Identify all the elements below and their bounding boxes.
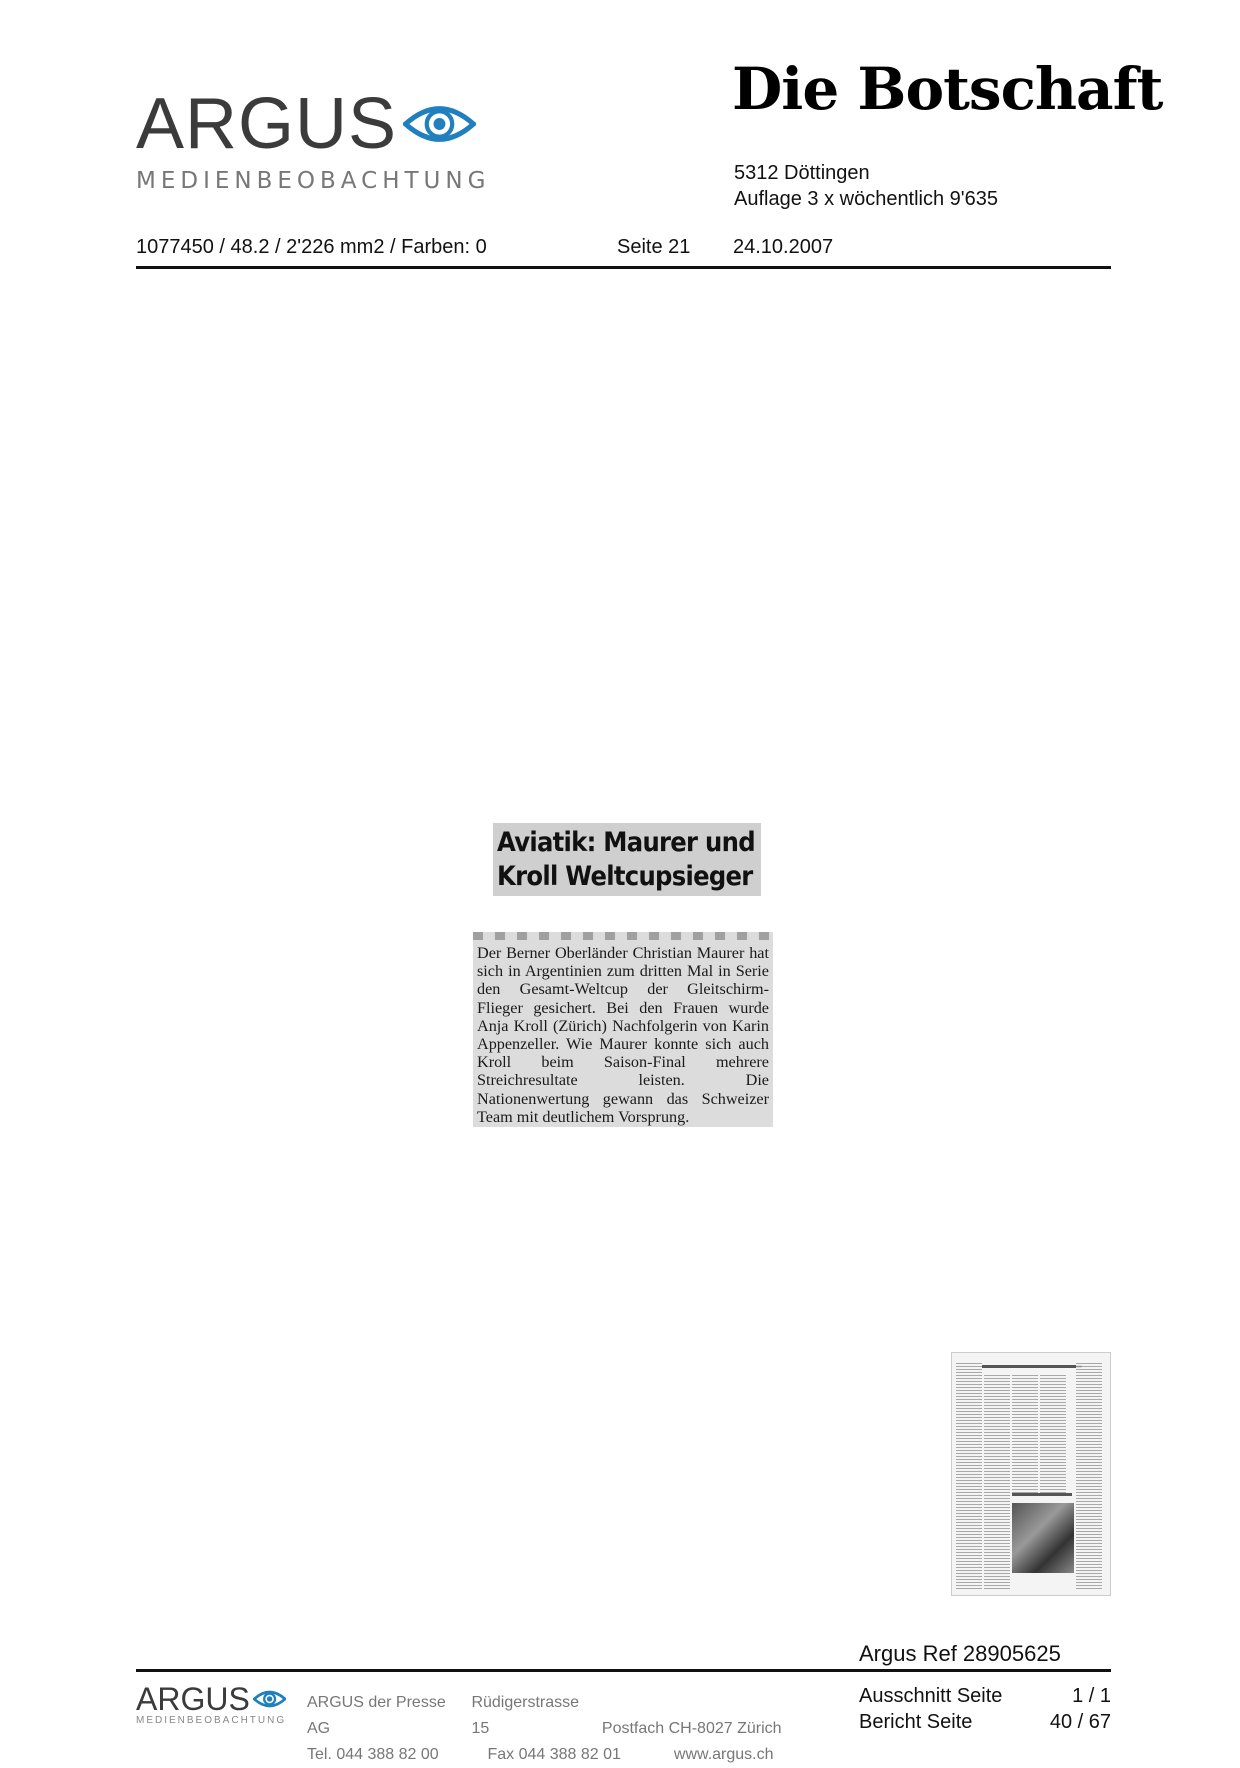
cut-edge — [473, 932, 773, 940]
newspaper-page-thumbnail — [951, 1352, 1111, 1596]
publisher-location: 5312 Döttingen — [734, 162, 870, 184]
logo-subtitle: MEDIENBEOBACHTUNG — [136, 168, 491, 194]
headline-line-2: Kroll Weltcupsieger — [497, 861, 753, 892]
thumb-column — [1012, 1375, 1038, 1495]
logo-word: ARGUS — [136, 84, 398, 164]
article-body: Der Berner Oberländer Christian Maurer hat sich in Argentinien zum dritten Mal in Serie den Gesamt-Weltcup der Gleitschirm-Flieger gesichert. Bei den Frauen wurde Anja Kroll (Zürich) Nachfolgerin von Karin Appenzeller. Wie Maurer konnte sich auch Kroll beim Saison-Final mehrere Streichresultate leisten. Die Nationenwertung gewann das Schweizer Team mit deutlichem Vorsprung. — [477, 944, 769, 1126]
headline-line-1: Aviatik: Maurer und — [497, 827, 755, 858]
thumb-column — [956, 1363, 982, 1589]
meta-reference: 1077450 / 48.2 / 2'226 mm2 / Farben: 0 — [136, 236, 487, 258]
footer-logo — [136, 1683, 286, 1733]
publisher-info — [734, 160, 998, 212]
argus-reference: Argus Ref 28905625 — [859, 1641, 1061, 1666]
meta-page: Seite 21 — [617, 236, 691, 258]
report-page-label: Bericht Seite — [859, 1711, 973, 1733]
footer-tel: Tel. 044 388 82 00 — [307, 1746, 439, 1763]
thumb-headline — [1012, 1493, 1072, 1496]
article-headline — [493, 823, 761, 896]
footer-pages — [859, 1683, 1111, 1735]
clip-page-label: Ausschnitt Seite — [859, 1685, 1003, 1707]
thumb-photo — [1012, 1503, 1074, 1573]
footer-street: Rüdigerstrasse 15 — [471, 1694, 580, 1737]
argus-logo — [136, 84, 491, 198]
thumb-column — [1076, 1363, 1102, 1589]
footer-logo-word: ARGUS — [136, 1681, 250, 1717]
eye-logo-icon — [253, 1687, 286, 1711]
clip-page-value: 1 / 1 — [1072, 1685, 1111, 1707]
meta-date: 24.10.2007 — [733, 236, 834, 258]
footer-company: ARGUS der Presse AG — [307, 1694, 446, 1737]
footer-postbox: Postfach CH-8027 Zürich — [601, 1720, 782, 1737]
footer-address — [307, 1690, 782, 1768]
bottom-divider — [136, 1669, 1111, 1672]
publisher-circulation: Auflage 3 x wöchentlich 9'635 — [734, 188, 998, 210]
thumb-headline — [982, 1365, 1082, 1368]
footer-fax: Fax 044 388 82 01 — [487, 1746, 621, 1763]
newspaper-name: Die Botschaft — [732, 55, 1163, 123]
footer-logo-subtitle: MEDIENBEOBACHTUNG — [136, 1715, 287, 1726]
footer-web: www.argus.ch — [673, 1746, 774, 1763]
thumb-column — [984, 1375, 1010, 1589]
top-divider — [136, 266, 1111, 269]
article-clipping — [473, 932, 773, 1127]
report-page-value: 40 / 67 — [1049, 1711, 1111, 1733]
eye-logo-icon — [403, 96, 476, 152]
thumb-column — [1040, 1375, 1066, 1495]
meta-row — [136, 236, 1111, 262]
